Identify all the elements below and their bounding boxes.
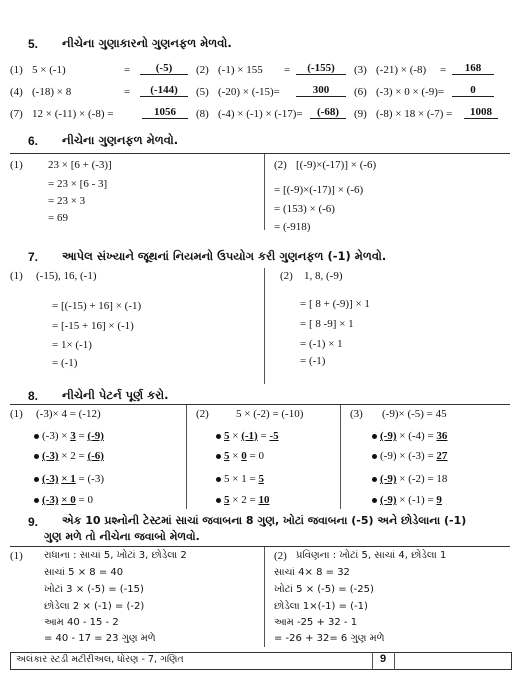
work-line: = -26 + 32= 6 ગુણ મળે (274, 633, 385, 644)
s9-title-line-2: ગુણ મળે તો નીચેના જવાબો મેળવો. (44, 530, 200, 543)
q-number: (1) (10, 550, 23, 562)
q-number: (3) (350, 408, 363, 420)
question: (-4) × (-1) × (-17)= (218, 108, 303, 120)
s8-number: 8. (28, 389, 39, 403)
answer: (-155) (296, 62, 346, 75)
work-line: = 23 × [6 - 3] (48, 178, 108, 190)
page-number: 9 (380, 653, 387, 665)
pattern-row: (-3) × 1 = (-3) (34, 473, 104, 485)
answer: (-144) (140, 84, 188, 97)
question: 5 × (-1) (32, 64, 66, 76)
pattern-row: (-9) × (-3) = 27 (372, 450, 447, 462)
answer: 1008 (464, 106, 498, 119)
pattern-row: (-3) × 0 = 0 (34, 494, 93, 506)
s6-title: નીચેના ગુણનફળ મેળવો. (62, 133, 179, 147)
question: (-18) × 8 (32, 86, 72, 98)
work-line: આમ -25 + 32 - 1 (274, 617, 358, 628)
pattern-head: (-3)× 4 = (-12) (36, 408, 101, 420)
divider (10, 153, 510, 154)
equals: = (284, 64, 291, 76)
column-divider (340, 405, 341, 509)
q-number: (1) (10, 64, 23, 76)
pattern-row: 5 × 0 = 0 (216, 450, 264, 462)
work-line: = [-15 + 16] × (-1) (52, 320, 134, 332)
work-line: છોડેલા 1×(-1) = (-1) (274, 601, 368, 612)
work-line: = (153) × (-6) (274, 203, 335, 215)
q-number: (1) (10, 270, 23, 282)
answer: 168 (452, 62, 494, 75)
question: (-21) × (-8) (376, 64, 427, 76)
answer: 1056 (142, 106, 188, 119)
q-number: (2) (196, 408, 209, 420)
work-line: પ્રવિણના : ખોટાં 5, સાચાં 4, છોડેલા 1 (296, 550, 447, 561)
work-line: = (-1) (300, 355, 326, 367)
answer: 300 (296, 84, 346, 97)
work-line: = (-1) × 1 (300, 338, 343, 350)
divider (10, 546, 510, 547)
numbers: 1, 8, (-9) (304, 270, 343, 282)
work-line: [(-9)×(-17)] × (-6) (296, 159, 377, 171)
question: (-3) × 0 × (-9)= (376, 86, 445, 98)
q-number: (5) (196, 86, 209, 98)
s5-number: 5. (28, 37, 39, 51)
q-number: (2) (274, 550, 287, 562)
work-line: સાચાં 5 × 8 = 40 (44, 567, 124, 578)
footer-text: અલંકાર સ્ટડી મટીરીઅલ, ધોરણ - 7, ગણિત (16, 654, 184, 665)
pattern-row: (-9) × (-4) = 36 (372, 430, 447, 442)
work-line: = (-1) (52, 357, 78, 369)
pattern-row: 5 × 2 = 10 (216, 494, 269, 506)
q-number: (4) (10, 86, 23, 98)
work-line: = (-918) (274, 221, 311, 233)
footer-divider (372, 652, 373, 670)
question: (-20) × (-15)= (218, 86, 280, 98)
question: 12 × (-11) × (-8) = (32, 108, 114, 120)
work-line: છોડેલા 2 × (-1) = (-2) (44, 601, 145, 612)
work-line: રાધાના : સાચાં 5, ખોટાં 3, છોડેલા 2 (44, 550, 187, 561)
s9-title-line-1: એક 10 પ્રશ્નોની ટેસ્ટમાં સાચાં જવાબના 8 ગુણ, ખોટાં જવાબના (-5) અને છોડેલાના (-1) (62, 514, 467, 527)
q-number: (1) (10, 159, 23, 171)
q-number: (9) (354, 108, 367, 120)
work-line: ખોટાં 3 × (-5) = (-15) (44, 584, 144, 595)
pattern-row: 5 × 1 = 5 (216, 473, 264, 485)
s8-title: નીચેની પેટર્ન પૂર્ણ કરો. (62, 388, 169, 402)
answer: (-68) (310, 106, 346, 119)
q-number: (7) (10, 108, 23, 120)
column-divider (264, 268, 265, 384)
pattern-row: (-9) × (-1) = 9 (372, 494, 442, 506)
equals: = (440, 64, 447, 76)
answer: (-5) (140, 62, 188, 75)
pattern-row: (-3) × 3 = (-9) (34, 430, 104, 442)
work-line: = 69 (48, 212, 68, 224)
work-line: 23 × [6 + (-3)] (48, 159, 112, 171)
work-line: સાચાં 4× 8 = 32 (274, 567, 350, 578)
pattern-row: 5 × (-1) = -5 (216, 430, 279, 442)
q-number: (8) (196, 108, 209, 120)
s7-number: 7. (28, 250, 39, 264)
work-line: = [(-15) + 16] × (-1) (52, 300, 142, 312)
work-line: = 40 - 17 = 23 ગુણ મળે (44, 633, 156, 644)
column-divider (186, 405, 187, 509)
equals: = (124, 64, 131, 76)
column-divider (264, 154, 265, 230)
work-line: ખોટાં 5 × (-5) = (-25) (274, 584, 374, 595)
numbers: (-15), 16, (-1) (36, 270, 97, 282)
footer-divider (394, 652, 395, 670)
work-line: = 23 × 3 (48, 195, 86, 207)
pattern-head: (-9)× (-5) = 45 (382, 408, 447, 420)
equals: = (124, 86, 131, 98)
s6-number: 6. (28, 134, 39, 148)
pattern-row: (-3) × 2 = (-6) (34, 450, 104, 462)
work-line: = [ 8 -9] × 1 (300, 318, 354, 330)
s7-title: આપેલ સંખ્યાને જૂથનાં નિયમનો ઉપયોગ કરી ગુણનફળ (-1) મેળવો. (62, 249, 387, 263)
work-line: = 1× (-1) (52, 339, 92, 351)
q-number: (3) (354, 64, 367, 76)
column-divider (264, 547, 265, 647)
divider (10, 404, 510, 405)
s9-number: 9. (28, 515, 39, 529)
q-number: (2) (196, 64, 209, 76)
q-number: (2) (280, 270, 293, 282)
answer: 0 (452, 84, 494, 97)
q-number: (2) (274, 159, 287, 171)
work-line: = [ 8 + (-9)] × 1 (300, 298, 370, 310)
pattern-row: (-9) × (-2) = 18 (372, 473, 447, 485)
q-number: (6) (354, 86, 367, 98)
work-line: = [(-9)×(-17)] × (-6) (274, 184, 364, 196)
pattern-head: 5 × (-2) = (-10) (236, 408, 304, 420)
work-line: આમ 40 - 15 - 2 (44, 617, 119, 628)
question: (-1) × 155 (218, 64, 263, 76)
s5-title: નીચેના ગુણાકારનો ગુણનફળ મેળવો. (62, 36, 232, 50)
q-number: (1) (10, 408, 23, 420)
question: (-8) × 18 × (-7) = (376, 108, 453, 120)
